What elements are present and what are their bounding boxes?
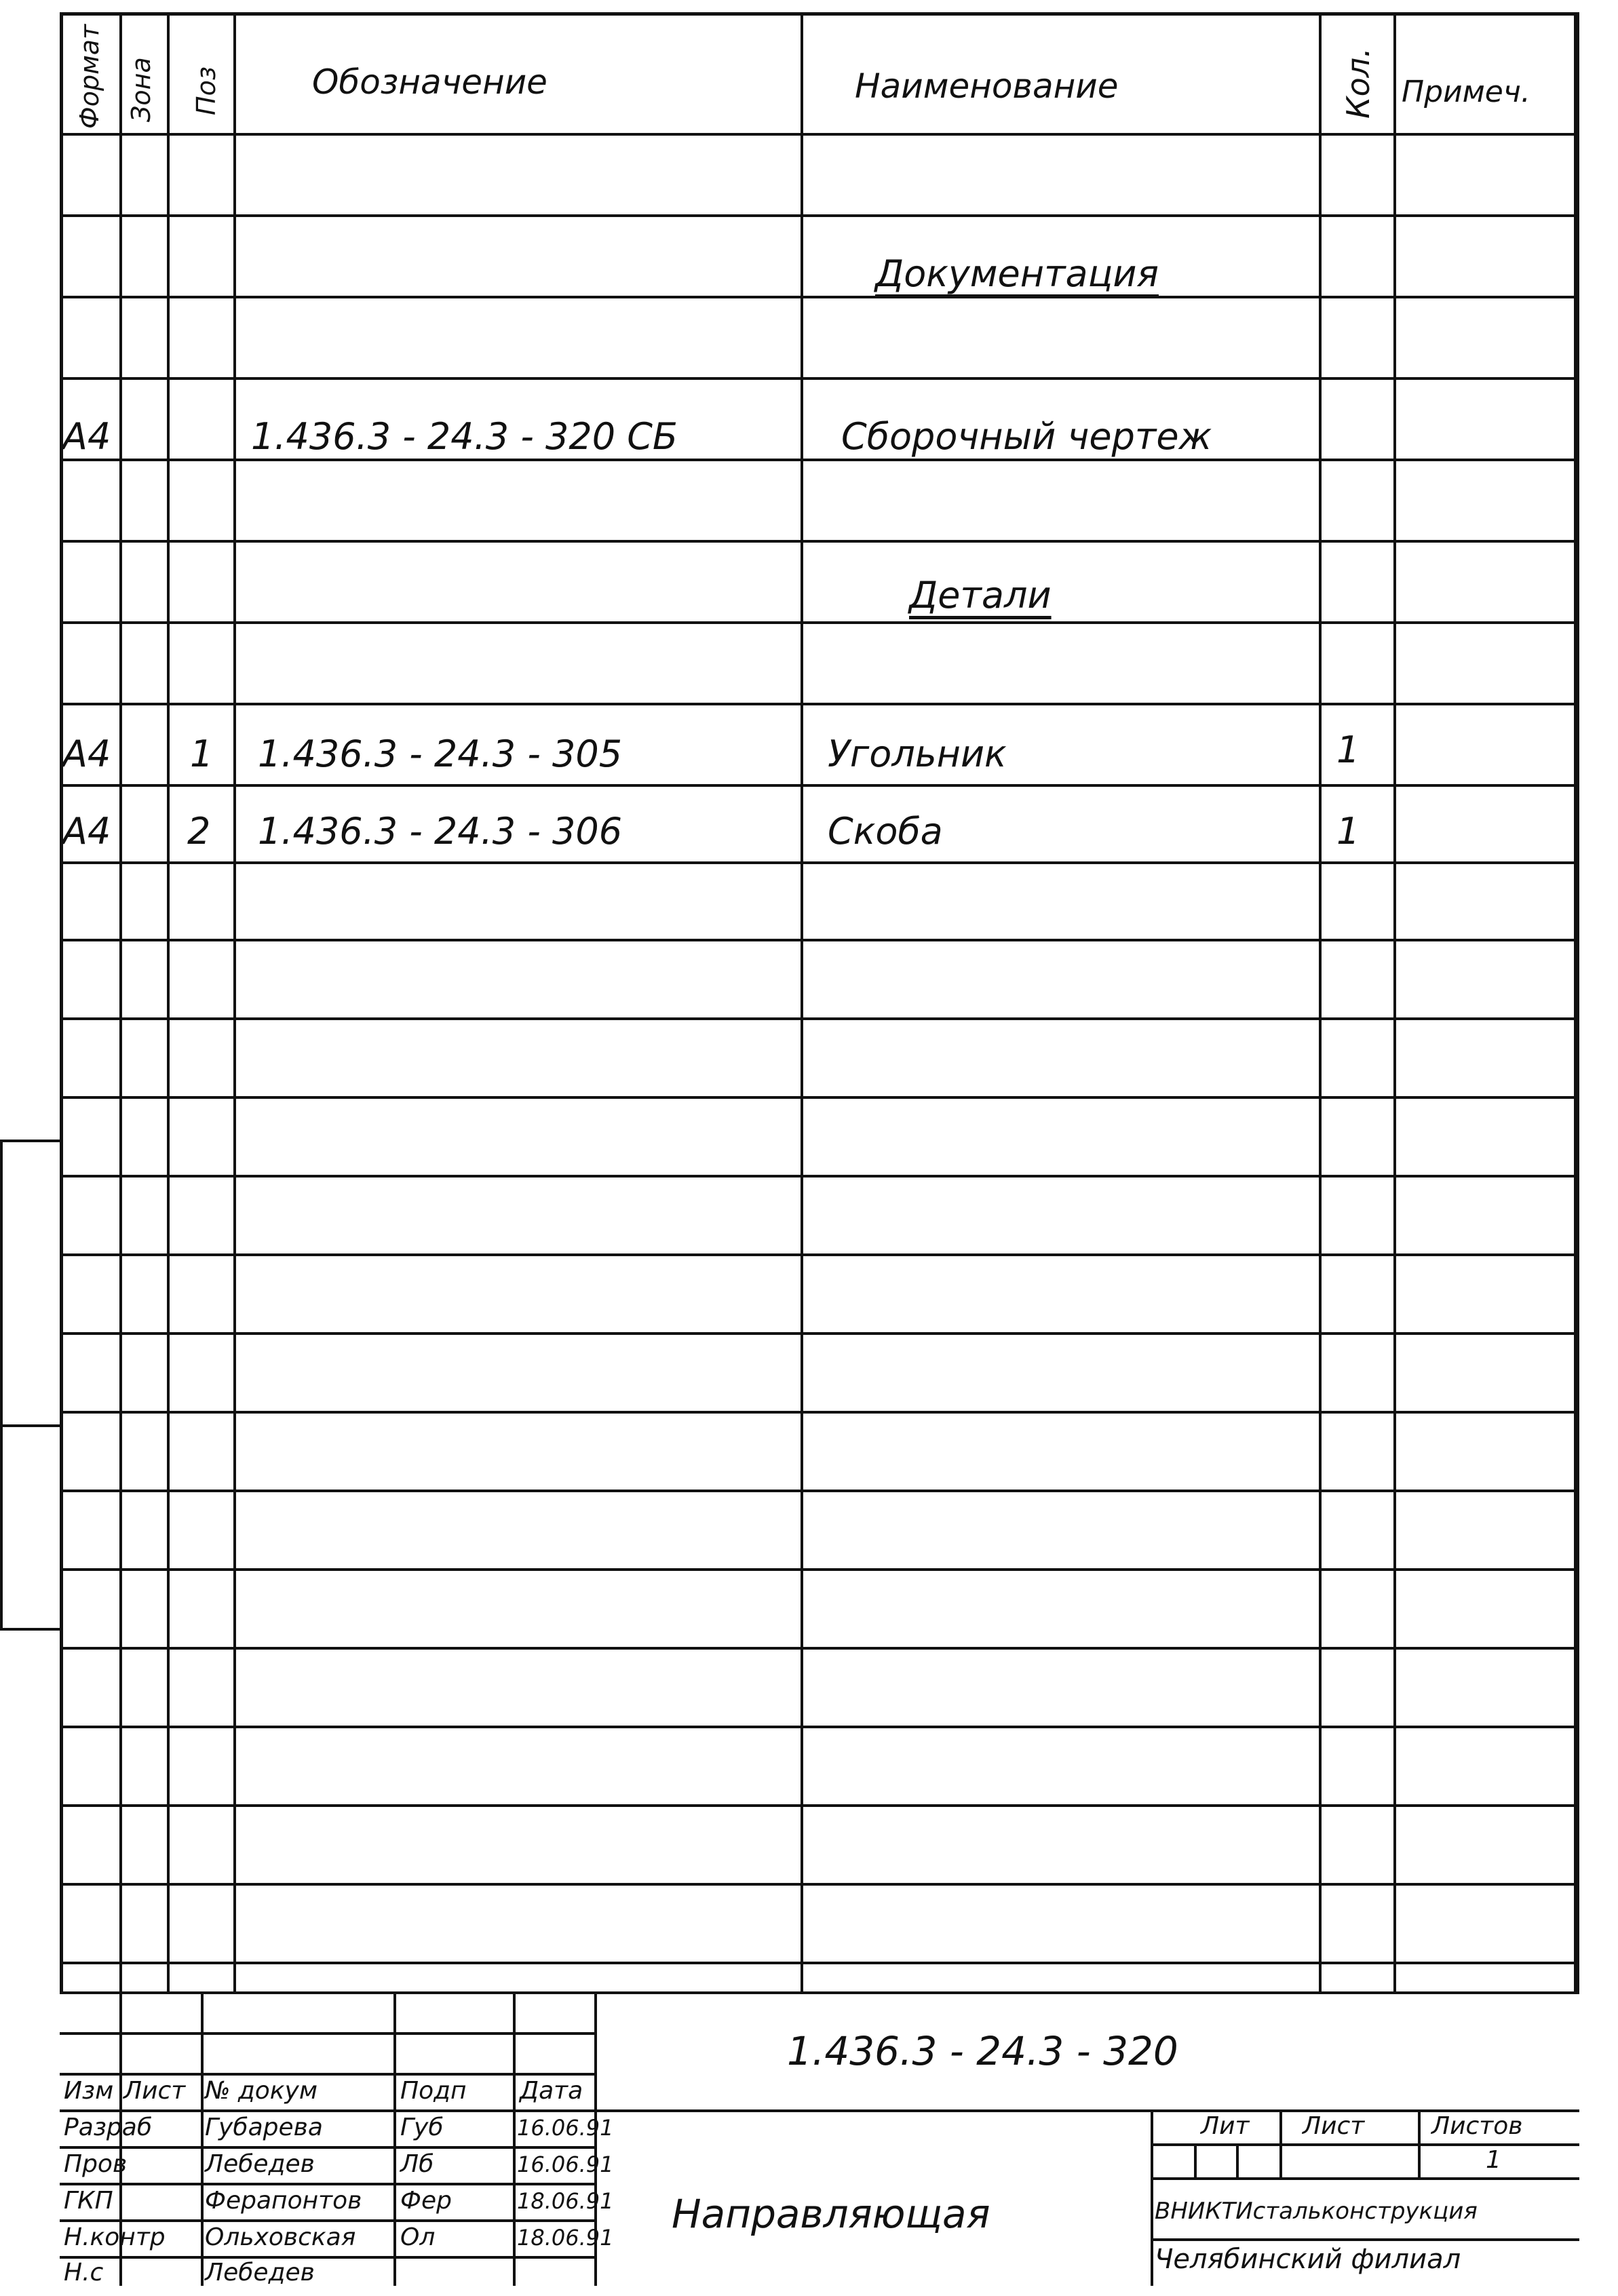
col-line-pos [233,12,236,1993]
row-line [60,1962,1579,1964]
tb-row-line [1151,2238,1579,2241]
row-line [60,1175,1579,1178]
tb-row-line [60,2032,596,2035]
col-line-zone [167,12,170,1993]
row-name: Угольник [828,733,1007,775]
tb-row-line [1151,2177,1579,2180]
row-line [60,784,1579,787]
row-line [60,939,1579,941]
header-pos: Поз [191,66,221,115]
tb-row-line [1151,2143,1579,2146]
tb-date: 18.06.91 [517,2188,614,2214]
row-designation: 1.436.3 - 24.3 - 306 [258,810,623,853]
tb-role: Разраб [64,2114,153,2141]
tb-signature: Ол [400,2223,436,2251]
binding-edge [0,1140,3,1628]
tb-col-line [1418,2109,1421,2177]
tb-role: Пров [64,2150,128,2178]
row-name: Сборочный чертеж [841,415,1212,458]
tb-header-sheet: Лист [123,2077,186,2105]
tb-header-sign: Подп [400,2077,467,2105]
tb-row-line [60,2073,596,2076]
row-format: А4 [62,415,111,458]
row-qty: 1 [1336,728,1360,771]
header-note: Примеч. [1402,75,1530,109]
row-designation: 1.436.3 - 24.3 - 305 [258,733,623,775]
tb-header-change: Изм [64,2077,114,2105]
col-line-format [119,12,122,1993]
header-qty: Кол. [1340,47,1376,119]
tb-col-line [513,1991,516,2286]
row-line [60,1096,1579,1099]
tb-header-docnum: № докум [205,2077,318,2105]
tb-col-line [201,1991,204,2286]
header-format: Формат [75,24,104,129]
row-line [60,1253,1579,1256]
tb-sheets-value: 1 [1486,2146,1501,2174]
tb-date: 16.06.91 [517,2115,614,2141]
tb-date: 16.06.91 [517,2152,614,2177]
row-line [60,621,1579,624]
row-line [60,1804,1579,1807]
tb-header-date: Дата [520,2077,583,2105]
tb-sheet-label: Лист [1303,2112,1365,2140]
tb-person-name: Губарева [205,2114,323,2141]
row-line [60,703,1579,705]
row-line [60,1017,1579,1020]
drawing-frame [60,12,1579,2286]
tb-row-line [60,2256,596,2259]
col-line-designation [801,12,803,1993]
org-branch: Челябинский филиал [1155,2244,1461,2275]
binding-mark [0,1424,61,1427]
row-line [60,296,1579,298]
tb-col-line [1194,2143,1197,2177]
row-pos: 2 [187,810,211,853]
tb-person-name: Лебедев [205,2150,315,2178]
tb-signature: Губ [400,2114,444,2141]
tb-role: Н.контр [64,2223,166,2251]
tb-signature: Лб [400,2150,434,2178]
doc-code: 1.436.3 - 24.3 - 320 [787,2028,1178,2074]
tb-row-line [60,2219,596,2222]
tb-lit-label: Лит [1201,2112,1250,2140]
row-qty: 1 [1336,810,1360,853]
tb-person-name: Лебедев [205,2259,315,2287]
row-line [60,1726,1579,1728]
tb-col-line [1279,2109,1282,2177]
tb-role: Н.с [64,2259,104,2287]
row-line [60,1883,1579,1886]
row-name: Скоба [828,810,943,853]
header-bottom-line [60,133,1579,136]
section-documentation: Документация [875,252,1159,295]
title-block-top [60,1991,1579,1994]
row-line [60,540,1579,543]
header-zone: Зона [126,57,156,122]
row-line [60,1647,1579,1650]
tb-col-line [393,1991,396,2286]
col-line-name [1319,12,1322,1993]
tb-date: 18.06.91 [517,2225,614,2251]
binding-mark [0,1140,61,1142]
tb-person-name: Ольховская [205,2223,356,2251]
row-line [60,1332,1579,1335]
row-line [60,1568,1579,1571]
binding-mark [0,1628,61,1631]
row-format: А4 [62,733,111,775]
tb-row-line [60,2146,596,2149]
row-line [60,377,1579,380]
row-line [60,1411,1579,1414]
section-details: Детали [909,574,1052,617]
tb-signature: Фер [400,2187,452,2215]
tb-col-line [1236,2143,1239,2177]
row-format: А4 [62,810,111,853]
tb-role: ГКП [64,2187,113,2215]
tb-person-name: Ферапонтов [205,2187,362,2215]
row-designation: 1.436.3 - 24.3 - 320 СБ [251,415,678,458]
col-line-qty [1393,12,1396,1993]
tb-sheets-label: Листов [1431,2112,1523,2140]
row-pos: 1 [190,733,214,775]
org-name: ВНИКТИстальконструкция [1155,2198,1478,2225]
header-name: Наименование [855,66,1119,106]
row-line [60,861,1579,864]
header-designation: Обозначение [312,62,547,102]
right-edge [1574,12,1577,2286]
row-line [60,459,1579,461]
product-name: Направляющая [672,2191,990,2237]
row-line [60,1490,1579,1492]
tb-row-line [60,2183,596,2185]
row-line [60,214,1579,217]
tb-col-line [1151,2109,1153,2286]
